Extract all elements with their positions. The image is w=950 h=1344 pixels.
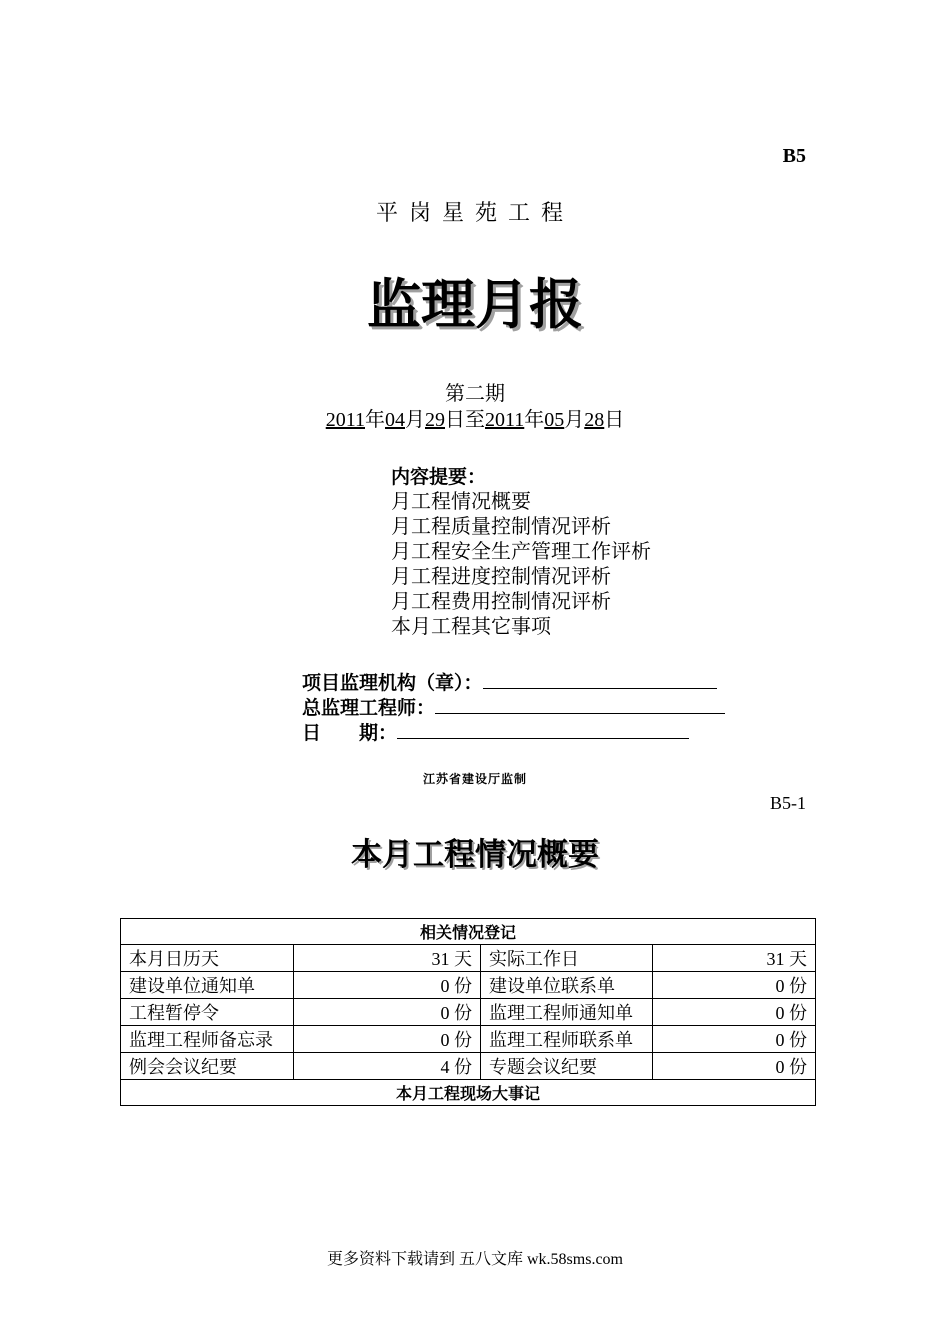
item-value: 0 份: [653, 999, 816, 1026]
table-row: [121, 972, 816, 999]
item-label: 监理工程师联系单: [481, 1026, 653, 1053]
item-value: 31 天: [653, 945, 816, 972]
org-seal-row: [302, 668, 717, 695]
site-events-header: 本月工程现场大事记: [121, 1080, 816, 1106]
item-value: 0 份: [294, 972, 481, 999]
item-label: 监理工程师备忘录: [121, 1026, 294, 1053]
date-label: 日 期：: [302, 722, 398, 744]
contents-item: 月工程费用控制情况评析: [391, 591, 611, 613]
start-month: 04: [385, 409, 405, 431]
contents-summary: [391, 465, 651, 640]
issue-number: 第二期: [445, 383, 505, 405]
chief-engineer-line: [435, 695, 725, 714]
report-title: 监理月报: [367, 273, 583, 336]
item-value: 4 份: [294, 1053, 481, 1080]
report-period: [0, 403, 950, 432]
contents-item: 月工程情况概要: [391, 491, 531, 513]
day-char: 日: [604, 409, 625, 431]
date-line: [397, 720, 689, 739]
year-char: 年: [524, 409, 545, 431]
month-char: 月: [564, 409, 585, 431]
org-seal-line: [483, 670, 717, 689]
chief-engineer-row: [302, 693, 725, 720]
contents-item: 月工程质量控制情况评析: [391, 516, 611, 538]
item-label: 工程暂停令: [121, 999, 294, 1026]
start-year: 2011: [325, 409, 365, 431]
item-value: 0 份: [294, 1026, 481, 1053]
end-day: 28: [584, 409, 605, 431]
month-char: 月: [405, 409, 425, 431]
table-footer-row: [121, 1080, 816, 1106]
item-label: 建设单位联系单: [481, 972, 653, 999]
item-label: 例会会议纪要: [121, 1053, 294, 1080]
table-row: [121, 945, 816, 972]
day-char: 日: [445, 409, 465, 431]
chief-engineer-label: 总监理工程师：: [302, 697, 436, 719]
registration-table: [120, 918, 816, 1106]
table-header: 相关情况登记: [121, 919, 816, 945]
contents-item: 月工程进度控制情况评析: [391, 566, 611, 588]
contents-heading: 内容提要：: [391, 466, 487, 488]
org-seal-label: 项目监理机构（章）：: [302, 672, 483, 694]
section-title: 本月工程情况概要: [351, 837, 599, 873]
end-month: 05: [544, 409, 565, 431]
item-value: 31 天: [294, 945, 481, 972]
item-label: 监理工程师通知单: [481, 999, 653, 1026]
document-code: B5: [782, 145, 806, 167]
end-year: 2011: [485, 409, 525, 431]
to-char: 至: [465, 409, 485, 431]
section-code: B5-1: [770, 793, 806, 813]
date-row: [302, 718, 689, 745]
start-day: 29: [425, 409, 445, 431]
table-header-row: [121, 919, 816, 945]
item-value: 0 份: [653, 1053, 816, 1080]
table-row: [121, 999, 816, 1026]
contents-item: 月工程安全生产管理工作评析: [391, 541, 651, 563]
item-label: 实际工作日: [481, 945, 653, 972]
item-label: 本月日历天: [121, 945, 294, 972]
project-name: 平岗星苑工程: [375, 200, 574, 225]
supervisor-note: 江苏省建设厅监制: [422, 772, 527, 786]
item-value: 0 份: [653, 1026, 816, 1053]
footer-note: 更多资料下载请到 五八文库 wk.58sms.com: [326, 1251, 623, 1268]
item-value: 0 份: [294, 999, 481, 1026]
contents-item: 本月工程其它事项: [391, 616, 551, 638]
item-value: 0 份: [653, 972, 816, 999]
item-label: 建设单位通知单: [121, 972, 294, 999]
table-row: [121, 1053, 816, 1080]
item-label: 专题会议纪要: [481, 1053, 653, 1080]
year-char: 年: [365, 409, 385, 431]
table-row: [121, 1026, 816, 1053]
